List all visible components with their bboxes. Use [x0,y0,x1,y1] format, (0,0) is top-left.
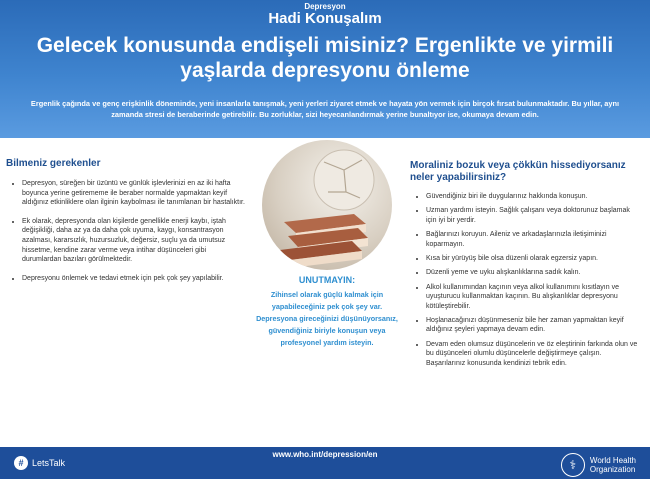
books-illustration [262,140,392,270]
org-name-line1: World Health [589,456,636,465]
list-item: • Güvendiğiniz biri ile duygularınız hakkında konuşun. [426,192,642,201]
org-name-line2: Organization [589,465,636,474]
list-item: • Uzman yardımı isteyin. Sağlık çalışanı veya doktorunuz başlamak için iyi bir yerdir. [426,206,642,225]
facts-title: Bilmeniz gerekenler [6,158,101,169]
intro-text: Ergenlik çağında ve genç erişkinlik döneminde, yeni insanlarla tanışmak, yeni yerleri ziyaret etmek ve hayata yön vermek için birçok fırsat bulunmaktadır. Bu yıllar, aynı zamanda stresi de beraberinde getirebilir. Bu zorluklar, sizi heyecanlandırmak yerine bunaltıyor ise, okumaya devam edin. [30,99,620,119]
actions-title: Moraliniz bozuk veya çökkün hissediyorsanız neler yapabilirsiniz? [410,160,626,183]
list-item: • Kısa bir yürüyüş bile olsa düzenli olarak egzersiz yapın. [426,254,642,263]
who-emblem-icon: ⚕ [561,453,585,477]
topic-label: Depresyon [304,2,346,11]
list-item: • Devam eden olumsuz düşüncelerin ve öz eleştirinin farkında olun ve bu düşünceleri olumlu düşüncelerle değiştirmeye çalışın. Başarılarınız konusunda kendinizi tebrik edin. [426,340,642,368]
hashtag-label: LetsTalk [32,458,66,468]
books-ball-icon [262,140,392,270]
list-item: • Bağlarınızı koruyun. Aileniz ve arkadaşlarınızla iletişiminizi koparmayın. [426,230,642,249]
reminder-title: UNUTMAYIN: [298,275,356,285]
facts-section [6,158,246,292]
list-item: • Depresyonu önlemek ve tedavi etmek için pek çok şey yapılabilir. [22,274,246,284]
actions-section [410,160,642,373]
facts-list [6,179,246,283]
website-link[interactable]: www.who.int/depression/en [272,450,378,459]
footer-bar [0,447,650,479]
org-name [590,456,636,474]
list-item: • Depresyon, süreğen bir üzüntü ve günlük işlevlerinizi en az iki hafta boyunca yerine getirememe ile beraber normalde yapmaktan keyif aldığınız etkinliklere olan ilginin kaybolması ile tanımlanan bir hastalıktır. [22,179,246,208]
header-banner [0,0,650,138]
list-item: • Ek olarak, depresyonda olan kişilerde genellikle enerji kaybı, iştah değişikliği, daha az ya da daha çok uyuma, kaygı, konsantrasyon azalması, kararsızlık, huzursuzluk, değersiz, suçlu ya da umutsuz hissetme, kendine zarar verme veya intihar düşünceleri gibi durumlardan bazıları görülmektedir. [22,217,246,265]
who-logo [561,453,636,477]
reminder-text: Zihinsel olarak güçlü kalmak için yapabileceğiniz pek çok şey var. Depresyona gireceğinizi düşünüyorsanız, güvendiğiniz biriyle konuşun veya profesyonel yardım isteyin. [256,290,398,347]
actions-list [410,192,642,368]
list-item: • Düzenli yeme ve uyku alışkanlıklarına sadık kalın. [426,268,642,277]
hashtag-icon: # [14,456,28,470]
reminder-box [256,275,398,349]
list-item: • Alkol kullanımından kaçının veya alkol kullanımını kısıtlayın ve uyuşturucu kullanmaktan kaçının. Bu alışkanlıklar depresyonu kötüleştirebilir. [426,283,642,311]
campaign-title: Hadi Konuşalım [268,10,382,27]
list-item: • Hoşlanacağınızı düşünmeseniz bile her zaman yapmaktan keyif aldığınız şeyleri yapmaya devam edin. [426,316,642,335]
page-title: Gelecek konusunda endişeli misiniz? Ergenlikte ve yirmili yaşlarda depresyonu önleme [36,34,614,82]
